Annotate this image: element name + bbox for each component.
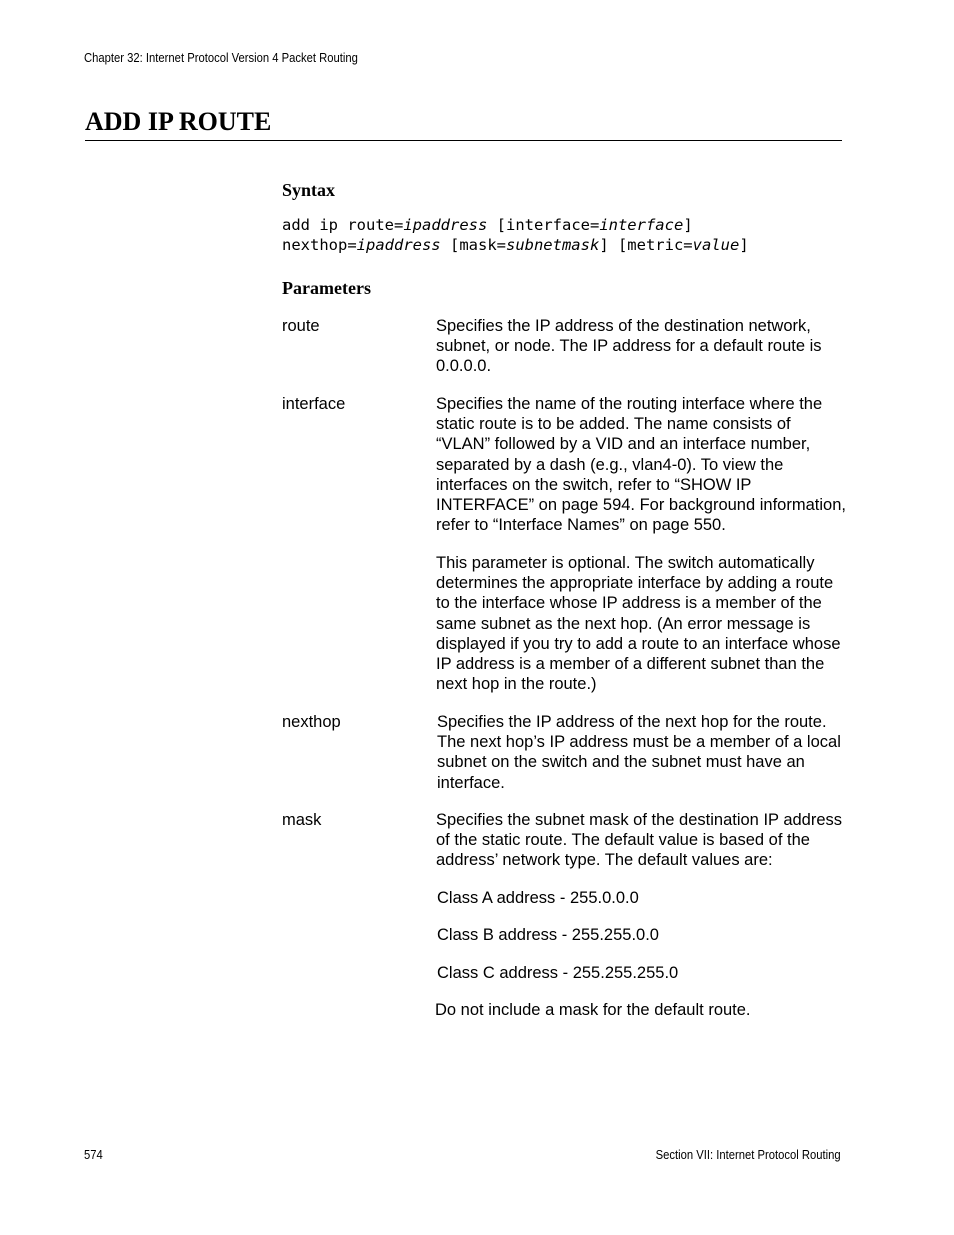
syntax-line-2: nexthop=ipaddress [mask=subnetmask] [metric=value] xyxy=(282,235,749,254)
param-nexthop-name: nexthop xyxy=(282,713,341,731)
param-interface-note: This parameter is optional. The switch automatically determines the appropriate interface by adding a route to the interface whose IP address is a member of the same subnet as the next hop. (An error message is displayed if you try to add a route to an interface whose IP address is a member of a different subnet than the next hop in the route.) xyxy=(436,554,841,694)
param-interface-desc: Specifies the name of the routing interface where the static route is to be added. The name consists of “VLAN” followed by a VID and an interface number, separated by a dash (e.g., vlan4-0). To view the interfaces on the switch, refer to “SHOW IP INTERFACE” on page 594. For background information, refer to “Interface Names” on page 550. xyxy=(436,395,846,535)
syntax-heading: Syntax xyxy=(282,180,336,200)
page-title: ADD IP ROUTE xyxy=(85,107,272,136)
mask-class-c: Class C address - 255.255.255.0 xyxy=(437,964,679,982)
parameters-heading: Parameters xyxy=(282,278,371,298)
param-interface-name: interface xyxy=(282,395,346,413)
footer-section: Section VII: Internet Protocol Routing xyxy=(655,1148,841,1162)
mask-class-a: Class A address - 255.0.0.0 xyxy=(437,889,639,907)
title-divider xyxy=(85,140,842,141)
param-route-desc: Specifies the IP address of the destination network, subnet, or node. The IP address for a default route is 0.0.0.0. xyxy=(436,317,822,376)
param-route-name: route xyxy=(282,317,320,335)
syntax-line-1: add ip route=ipaddress [interface=interface] xyxy=(282,216,693,234)
mask-default-note: Do not include a mask for the default route. xyxy=(435,1001,751,1019)
chapter-header: Chapter 32: Internet Protocol Version 4 Packet Routing xyxy=(84,51,358,65)
syntax-code xyxy=(282,216,749,255)
mask-class-b: Class B address - 255.255.0.0 xyxy=(437,926,659,944)
param-mask-name: mask xyxy=(282,811,322,829)
param-mask-desc: Specifies the subnet mask of the destination IP address of the static route. The default value is based of the address’ network type. The default values are: xyxy=(436,811,843,870)
param-nexthop-desc: Specifies the IP address of the next hop for the route. The next hop’s IP address must be a member of a local subnet on the switch and the subnet must have an interface. xyxy=(437,713,841,792)
page-number: 574 xyxy=(84,1148,103,1162)
